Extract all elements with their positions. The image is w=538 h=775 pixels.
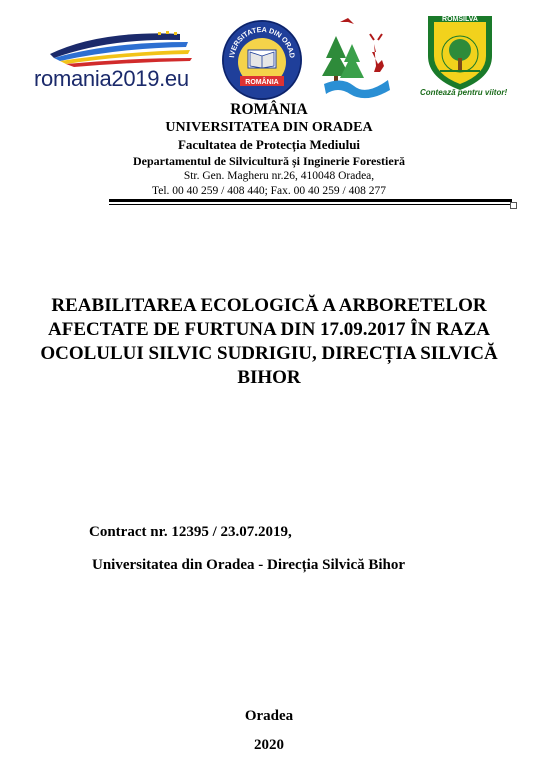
header-divider-thick xyxy=(109,199,512,202)
romania2019-logo-text: romania2019.eu xyxy=(34,66,189,91)
document-city: Oradea xyxy=(244,708,294,724)
header-department: Departamentul de Silvicultură și Inginerie Forestieră xyxy=(132,154,406,168)
document-year: 2020 xyxy=(254,737,284,753)
header-faculty: Facultatea de Protecția Mediului xyxy=(177,137,361,152)
university-seal-ring-text: IVERSITATEA DIN ORAD xyxy=(227,24,297,59)
header-divider-thin xyxy=(109,204,512,205)
divider-handle[interactable] xyxy=(510,202,517,209)
contract-parties: Universitatea din Oradea - Direcția Silvică Bihor xyxy=(92,557,406,573)
faculty-logo xyxy=(318,14,394,102)
document-title: REABILITAREA ECOLOGICĂ A ARBORETELOR AFECTATE DE FURTUNA DIN 17.09.2017 ÎN RAZA OCOLULUI SILVIC SUDRIGIU, DIRECȚIA SILVICĂ BIHOR xyxy=(40,295,498,388)
romania2019-logo xyxy=(30,28,198,94)
header-address: Str. Gen. Magheru nr.26, 410048 Oradea, xyxy=(183,170,375,182)
header-contact: Tel. 00 40 259 / 408 440; Fax. 00 40 259 / 408 277 xyxy=(152,185,386,197)
romsilva-shield-icon xyxy=(418,12,502,92)
romsilva-logo xyxy=(418,12,508,112)
university-seal-banner-text: ROMÂNIA xyxy=(245,79,279,86)
faculty-nature-icon xyxy=(318,14,394,102)
university-seal-icon xyxy=(220,18,304,102)
romania2019-swoosh-icon xyxy=(30,28,198,68)
romsilva-slogan: Contează pentru viitor! xyxy=(420,88,508,97)
contract-number: Contract nr. 12395 / 23.07.2019, xyxy=(89,524,292,540)
header-university: UNIVERSITATEA DIN ORADEA xyxy=(165,120,373,135)
header-country: ROMÂNIA xyxy=(230,101,308,118)
university-seal-logo xyxy=(220,18,304,102)
romsilva-shield-title: ROMSILVA xyxy=(442,16,478,23)
